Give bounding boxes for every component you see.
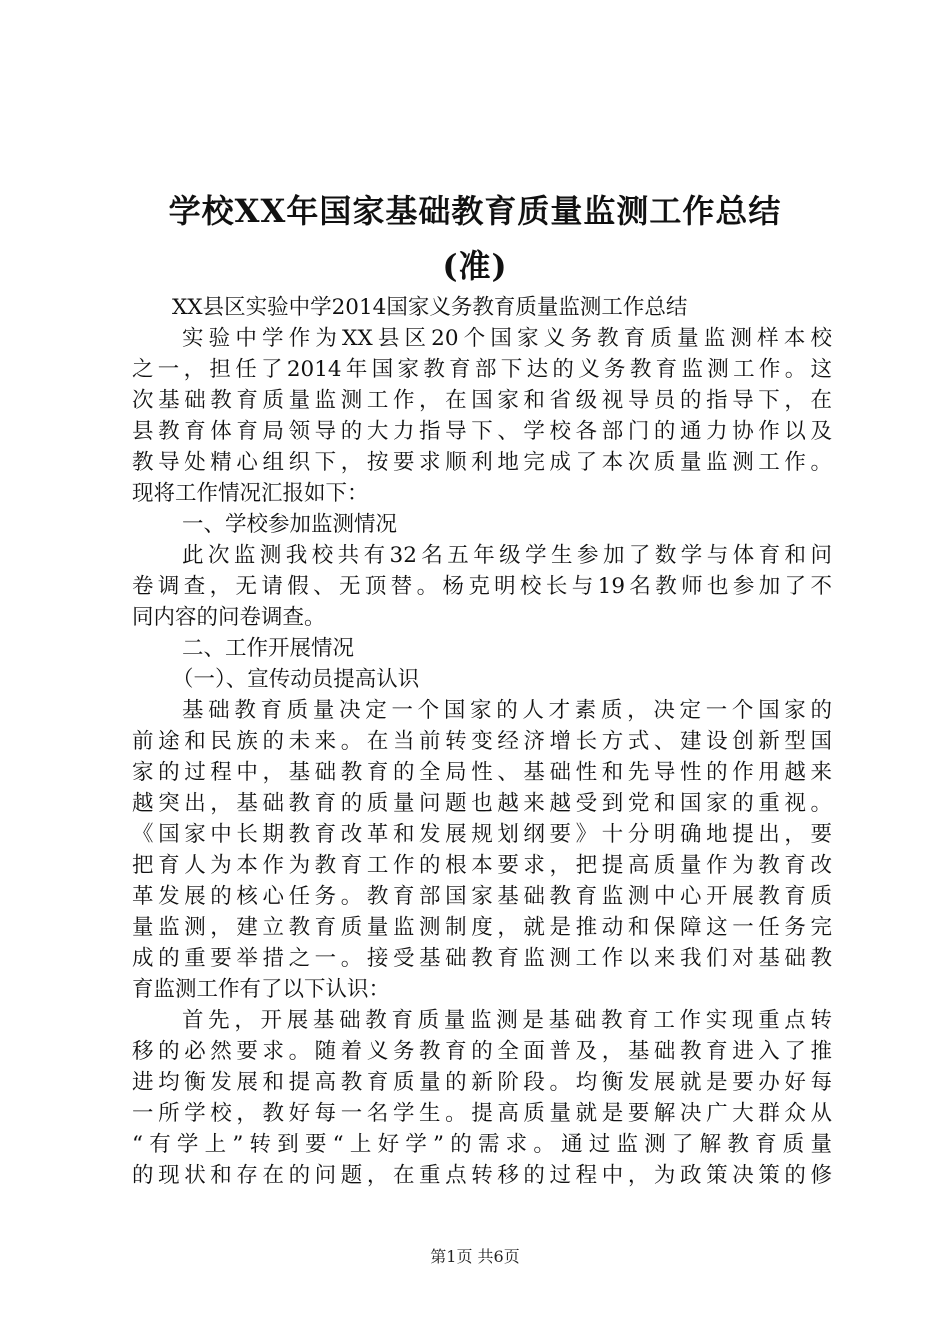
document-title-suffix: (准) — [442, 247, 508, 285]
body-line: 此次监测我校共有32名五年级学生参加了数学与体育和问 — [182, 543, 832, 568]
body-line: 移的必然要求。随着义务教育的全面普及，基础教育进入了推 — [132, 1039, 832, 1064]
body-line: 县教育体育局领导的大力指导下、学校各部门的通力协作以及 — [132, 419, 832, 444]
body-line: 把育人为本作为教育工作的根本要求，把提高质量作为教育改 — [132, 853, 832, 878]
body-line: 量监测，建立教育质量监测制度，就是推动和保障这一任务完 — [132, 915, 832, 940]
page-footer: 第1页 共6页 — [430, 1247, 520, 1266]
document-body — [132, 292, 832, 1191]
body-line: 家的过程中，基础教育的全局性、基础性和先导性的作用越来 — [132, 760, 832, 785]
body-line: 的现状和存在的问题，在重点转移的过程中，为政策决策的修 — [132, 1163, 832, 1188]
body-line: 革发展的核心任务。教育部国家基础教育监测中心开展教育质 — [132, 884, 832, 909]
body-line: “有学上”转到要“上好学”的需求。通过监测了解教育质量 — [132, 1132, 832, 1157]
body-line: 二、工作开展情况 — [182, 636, 355, 661]
body-line: 实验中学作为XX县区20个国家义务教育质量监测样本校 — [182, 326, 832, 351]
document-title: 学校XX年国家基础教育质量监测工作总结 — [168, 192, 782, 230]
body-line: 首先，开展基础教育质量监测是基础教育工作实现重点转 — [182, 1008, 832, 1033]
body-line: 一、学校参加监测情况 — [182, 512, 398, 537]
body-line: 基础教育质量决定一个国家的人才素质，决定一个国家的 — [182, 698, 832, 723]
body-line: XX县区实验中学2014国家义务教育质量监测工作总结 — [172, 295, 688, 320]
body-line: 一所学校，教好每一名学生。提高质量就是要解决广大群众从 — [132, 1101, 832, 1126]
body-line: 卷调查，无请假、无顶替。杨克明校长与19名教师也参加了不 — [132, 574, 832, 599]
body-line: 次基础教育质量监测工作，在国家和省级视导员的指导下，在 — [132, 388, 832, 413]
body-line: 越突出，基础教育的质量问题也越来越受到党和国家的重视。 — [132, 791, 832, 816]
body-line: 成的重要举措之一。接受基础教育监测工作以来我们对基础教 — [132, 946, 832, 971]
body-line: 之一，担任了2014年国家教育部下达的义务教育监测工作。这 — [132, 357, 832, 382]
body-line: 育监测工作有了以下认识： — [132, 977, 391, 1002]
body-line: 进均衡发展和提高教育质量的新阶段。均衡发展就是要办好每 — [132, 1070, 832, 1095]
body-line: （一）、宣传动员提高认识 — [172, 667, 420, 692]
body-line: 前途和民族的未来。在当前转变经济增长方式、建设创新型国 — [132, 729, 832, 754]
body-line: 现将工作情况汇报如下： — [132, 481, 369, 506]
body-line: 《国家中长期教育改革和发展规划纲要》十分明确地提出，要 — [132, 822, 832, 847]
body-line: 同内容的问卷调查。 — [132, 605, 326, 630]
body-line: 教导处精心组织下，按要求顺利地完成了本次质量监测工作。 — [132, 450, 832, 475]
